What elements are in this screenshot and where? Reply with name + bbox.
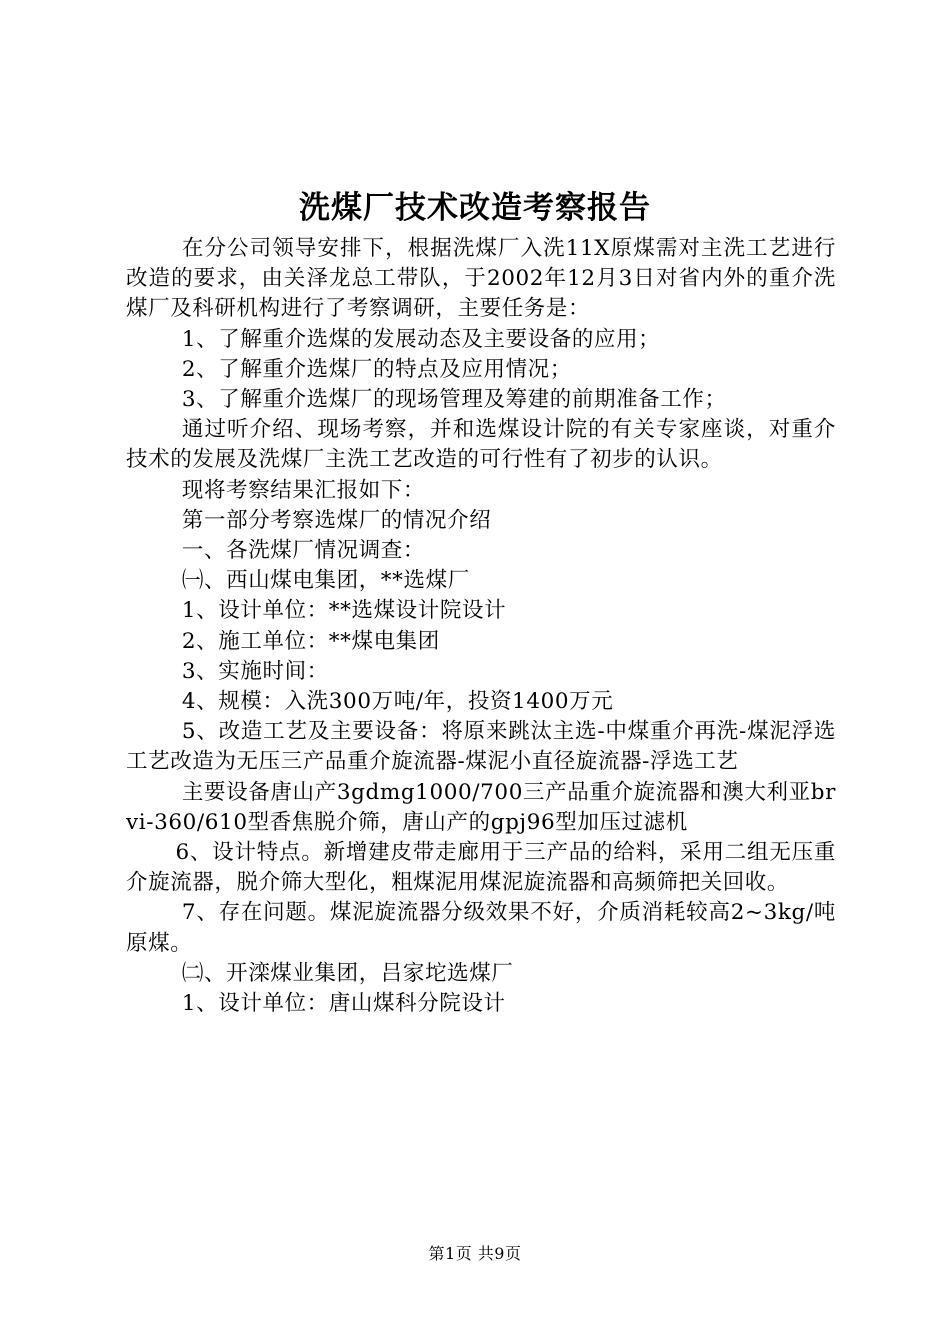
item-design-unit: 1、设计单位：**选煤设计院设计 bbox=[181, 598, 507, 624]
subsection-heading-xishan: ㈠、西山煤电集团，**选煤厂 bbox=[181, 568, 470, 594]
subsection-heading-kailuan: ㈡、开滦煤业集团，吕家坨选煤厂 bbox=[181, 960, 514, 986]
item-problems: 7、存在问题。煤泥旋流器分级效果不好，介质消耗较高2~3kg/吨原煤。 bbox=[126, 900, 836, 956]
page-number-footer: 第1页 共9页 bbox=[428, 1244, 522, 1263]
section-heading-survey: 一、各洗煤厂情况调查： bbox=[181, 538, 425, 564]
item-design-unit-2: 1、设计单位：唐山煤科分院设计 bbox=[181, 991, 506, 1017]
paragraph-summary: 通过听介绍、现场考察，并和选煤设计院的有关专家座谈，对重介技术的发展及洗煤厂主洗工艺改造的可行性有了初步的认识。 bbox=[126, 417, 836, 473]
section-heading-part-1: 第一部分考察选煤厂的情况介绍 bbox=[181, 507, 492, 533]
paragraph-task-3: 3、了解重介选煤厂的现场管理及筹建的前期准备工作； bbox=[181, 387, 727, 413]
paragraph-task-1: 1、了解重介选煤的发展动态及主要设备的应用； bbox=[181, 326, 661, 352]
item-construction-unit: 2、施工单位：**煤电集团 bbox=[181, 628, 440, 654]
item-process-equipment: 5、改造工艺及主要设备：将原来跳汰主选-中煤重介再洗-煤泥浮选工艺改造为无压三产品重介旋流器-煤泥小直径旋流器-浮选工艺 bbox=[126, 719, 836, 775]
paragraph-task-2: 2、了解重介选煤厂的特点及应用情况； bbox=[181, 356, 572, 382]
item-scale: 4、规模：入洗300万吨/年，投资1400万元 bbox=[181, 689, 614, 715]
item-design-features: 6、设计特点。新增建皮带走廊用于三产品的给料，采用二组无压重介旋流器，脱介筛大型化，粗煤泥用煤泥旋流器和高频筛把关回收。 bbox=[126, 840, 836, 896]
item-main-equipment: 主要设备唐山产3gdmg1000/700三产品重介旋流器和澳大利亚brvi-360/610型香焦脱介筛，唐山产的gpj96型加压过滤机 bbox=[126, 779, 836, 835]
item-implementation-time: 3、实施时间： bbox=[181, 658, 329, 684]
paragraph-intro: 在分公司领导安排下，根据洗煤厂入洗11X原煤需对主洗工艺进行改造的要求，由关泽龙总工带队，于2002年12月3日对省内外的重介洗煤厂及科研机构进行了考察调研，主要任务是： bbox=[126, 236, 836, 322]
document-body bbox=[126, 234, 836, 1019]
document-title: 洗煤厂技术改造考察报告 bbox=[299, 190, 651, 226]
paragraph-report-intro: 现将考察结果汇报如下： bbox=[181, 477, 425, 503]
